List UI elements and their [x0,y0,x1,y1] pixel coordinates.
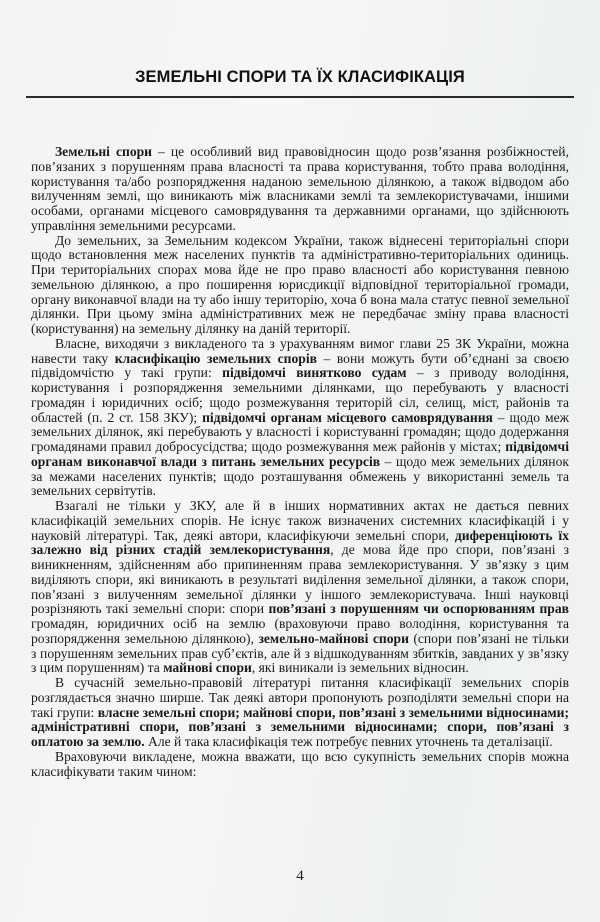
term-courts-only: підвідомчі винятково судам [222,365,407,381]
text-segment: Враховуючи викладене, можна вважати, що всю сукупність земельних спорів можна класифікувати таким чином: [31,748,569,779]
text-segment: громадян, юридичних осіб на землю (враховуючи право володіння, користування та розпорядження земельною ділянкою), [31,616,569,646]
text-segment: – щодо меж земельних ділянок, які перебувають у власності і користуванні громадян; щодо додержання громадянами правил добросусідства; щодо розмежування меж районів у містах; [31,409,569,454]
text-segment: , які виникали із земельних відносин. [251,660,469,676]
paragraph-territorial-disputes [31,234,569,337]
text-segment: Власне, виходячи з викладеного та з урахуванням вимог глави 25 ЗК України, можна навести таку [31,335,569,366]
paragraph-modern-literature [31,676,569,750]
paragraph-classification-by-jurisdiction [31,337,569,499]
term-classification: класифікацію земельних спорів [114,350,317,366]
page-number: 4 [296,868,304,884]
term-rights-violation: пов’язані з порушенням чи оспорюванням прав [268,601,569,617]
paragraph-definition [31,145,569,234]
title-divider [26,96,574,98]
text-segment: (спори пов’язані не тільки з порушенням земельних прав суб’єктів, але й з відшкодуванням збитків, завданих у зв’язку з цим порушенням) та [31,630,569,676]
term-local-self-government: підвідомчі органам місцевого самоврядування [202,409,493,425]
text-segment: – з приводу володіння, користування і розпорядження земельними ділянками, що перебувають у власності громадян і юридичних осіб; щодо розмежування територій сіл, селищ, міст, районів та областей (п. 2 ст. 158 ЗКУ); [31,365,569,425]
term-by-stages: диференціюють їх залежно від різних стадій землекористування [31,527,569,558]
text-segment: – це особливий вид правовідносин щодо розв’язання розбіжностей, пов’язаних з порушенням права власності та права користування, тобто права володіння, користування та/або розпорядження наданою земельною ділянкою, а також відводом або вилученням землі, що виникають між власниками землі та землекористувачами, іншими особами, органами місцевого самоврядування та державними органами, що здійснюють управління земельними ресурсами. [31,144,569,233]
term-land-property-disputes: земельно-майнові спори [258,630,409,646]
body-text [31,145,569,779]
term-executive-authorities: підвідомчі органам виконавчої влади з питань земельних ресурсів [31,439,569,469]
paragraph-conclusion [31,750,569,780]
term-group-list: власне земельні спори; майнові спори, пов’язані з земельними відносинами; адміністративні спори, пов’язані з земельними відносинами; спори, пов’язані з оплатою за землю. [31,704,569,749]
term-property-disputes: майнові спори [163,660,252,676]
text-segment: Взагалі не тільки у ЗКУ, але й в інших нормативних актах не дається певних класифікацій земельних спорів. Не існує також визначених системних класифікацій і у науковій літературі. Так, деякі автори, класифікуючи земельні спори, [31,498,569,543]
text-segment: До земельних, за Земельним кодексом України, також віднесені територіальні спори щодо встановлення меж населених пунктів та адміністративно-територіальних одиниць. При територіальних спорах мова йде не про право власності або користування певною земельною ділянкою, а про поширення юрисдикції відповідної територіальної громади, органу виконавчої влади на ту або іншу територію, хоча б вона мала статус певної земельної ділянки. При цьому зміна адміністративних меж не передбачає зміну права власності (користування) на земельну ділянку на даній території. [31,232,569,336]
text-segment: – щодо меж земельних ділянок за межами населених пунктів; щодо розташування обмежень у використанні земель та земельних сервітутів. [31,453,569,499]
term-land-disputes: Земельні спори [55,144,153,159]
paragraph-scholarly-classifications [31,499,569,676]
text-segment: , де мова йде про спори, пов’язані з виникненням, здійсненням або припиненням права землекористування. У зв’язку з цим виділяють спори, які виникають в результаті виділення земельної ділянки, а також спори, пов’язані з вилученням земельної ділянки у іншого землекористувача. Інші науковці розрізняють такі земельні спори: спори [31,542,570,617]
text-segment: – вони можуть бути об’єднані за своєю підвідомчістю у такі групи: [31,350,569,381]
text-segment: Але й така класифікація теж потребує певних уточнень та деталізації. [144,734,553,749]
page-title: ЗЕМЕЛЬНІ СПОРИ ТА ЇХ КЛАСИФІКАЦІЯ [135,68,465,86]
text-segment: В сучасній земельно-правовій літературі питання класифікації земельних спорів розглядається значно ширше. Так деякі автори пропонують розподіляти земельні спори на такі групи: [31,675,569,720]
